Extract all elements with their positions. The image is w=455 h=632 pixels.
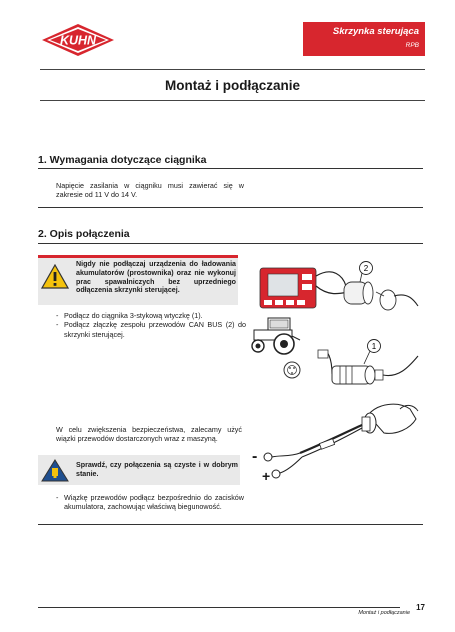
- negative-terminal-icon: [264, 453, 272, 461]
- callout-2: 2: [363, 264, 369, 273]
- footer-section-name: Montaż i podłączanie: [358, 610, 410, 616]
- info-text: Sprawdź, czy połączenia są czyste i w dobrym stanie.: [76, 461, 238, 478]
- header-divider: [40, 69, 425, 70]
- polarity-plus: +: [262, 468, 271, 484]
- list-item: - Wiązkę przewodów podłącz bezpośrednio do zacisków akumulatora, zachowując właściwą biegunowość.: [56, 493, 244, 512]
- svg-text:KUHN: KUHN: [59, 33, 97, 48]
- section2-divider: [38, 243, 423, 244]
- header-model: RPB: [405, 42, 419, 49]
- warning-text: Nigdy nie podłączaj urządzenia do ładowania akumulatorów (prostownika) oraz nie wykonuj prac spawalniczych bez uprzedniego odłączenia skrzynki sterującej.: [76, 260, 236, 295]
- safety-text: W celu zwiększenia bezpieczeństwa, zalecamy użyć wiązki przewodów dostarczonych wraz z maszyną.: [56, 425, 242, 444]
- polarity-minus: -: [252, 448, 258, 465]
- title-divider: [40, 100, 425, 101]
- connection-steps: [56, 311, 246, 339]
- header-title: Skrzynka sterująca: [332, 26, 419, 37]
- warning-stripe: [38, 255, 238, 258]
- tractor-icon: [252, 318, 300, 354]
- page-title: Montaż i podłączanie: [164, 78, 300, 93]
- kuhn-logo: [40, 22, 116, 58]
- info-triangle-icon: [41, 459, 69, 483]
- connection-diagram: [248, 256, 428, 396]
- battery-steps: [56, 493, 244, 512]
- warning-triangle-icon: [41, 264, 69, 290]
- section1-heading: 1. Wymagania dotyczące ciągnika: [38, 154, 207, 166]
- section1-end-divider: [38, 207, 423, 208]
- tractor-socket-icon: [284, 362, 300, 378]
- section2-end-divider: [38, 524, 423, 525]
- section1-divider: [38, 168, 423, 169]
- positive-terminal-icon: [272, 470, 280, 478]
- harness-plug-icon: [362, 404, 418, 433]
- list-item: - Podłącz złączkę zespołu przewodów CAN BUS (2) do skrzynki sterującej.: [56, 320, 246, 339]
- section1-body: Napięcie zasilania w ciągniku musi zawierać się w zakresie od 11 V do 14 V.: [56, 181, 244, 200]
- page-number: 17: [416, 603, 425, 612]
- wiring-harness-diagram: [250, 395, 430, 495]
- section2-heading: 2. Opis połączenia: [38, 228, 130, 240]
- control-box-icon: [260, 268, 316, 308]
- canbus-connector-icon: [344, 282, 418, 310]
- footer-divider: [38, 607, 400, 608]
- callout-1: 1: [371, 342, 377, 351]
- list-item: - Podłącz do ciągnika 3-stykową wtyczkę (1).: [56, 311, 246, 320]
